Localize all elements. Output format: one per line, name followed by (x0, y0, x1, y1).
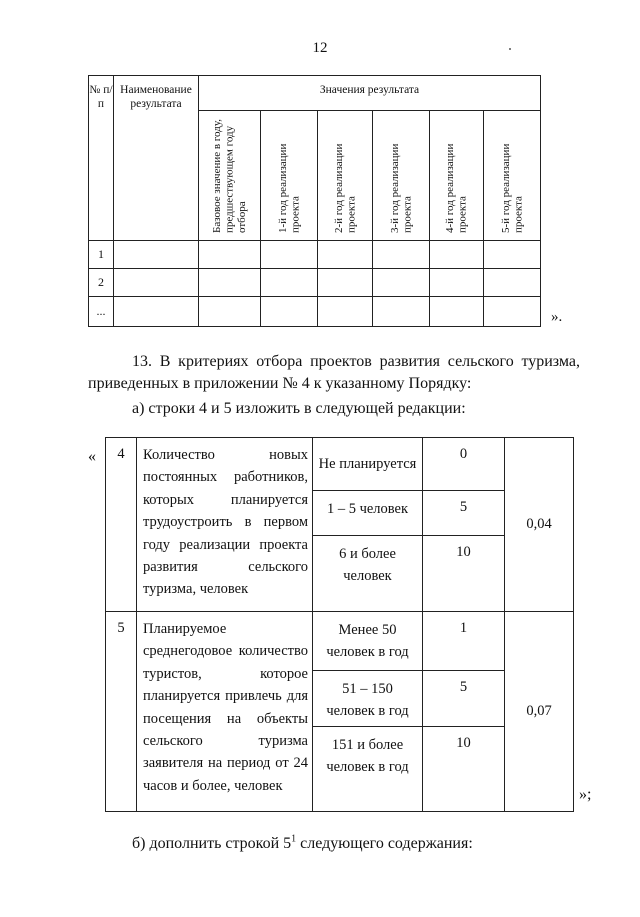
criteria-condition: 1 – 5 человек (313, 491, 423, 536)
value-col-header: 5-й год реализации проекта (484, 111, 541, 241)
scan-speck (509, 48, 511, 50)
table-row (89, 241, 541, 269)
criteria-condition: 51 – 150 человек в год (313, 671, 423, 727)
criteria-row (106, 438, 574, 491)
table2-open-quote: « (88, 448, 96, 465)
criteria-score: 1 (423, 612, 505, 671)
paragraph-13: 13. В критериях отбора проектов развития сельского туризма, приведенных в приложении № 4 к указанному Порядку: (88, 353, 580, 392)
value-col-header: 1-й год реализации проекта (261, 111, 318, 241)
criteria-row (106, 612, 574, 671)
criteria-name: Количество новых постоянных работников, которых планируется трудоустроить в первом году реализации проекта развития сельского туризма, человек (137, 438, 313, 612)
table2-close-quote: »; (579, 786, 592, 803)
col-name-header: Наименование результата (114, 76, 199, 241)
results-table (88, 75, 541, 327)
page-number: 12 (312, 40, 328, 56)
table-row (89, 297, 541, 327)
item-a: а) строки 4 и 5 изложить в следующей редакции: (132, 400, 466, 417)
criteria-condition: Не планируется (313, 438, 423, 491)
value-col-header: Базовое значение в году, предшествующем году отбора (199, 111, 261, 241)
value-col-header: 2-й год реализации проекта (318, 111, 373, 241)
row-number: ... (89, 297, 114, 327)
criteria-number: 5 (106, 612, 137, 812)
criteria-number: 4 (106, 438, 137, 612)
col-no-header: № п/п (89, 76, 114, 241)
item-b: б) дополнить строкой $5^1$ следующего содержания: (132, 833, 473, 852)
criteria-score: 10 (423, 727, 505, 812)
row-number: 2 (89, 269, 114, 297)
criteria-score: 5 (423, 671, 505, 727)
criteria-score: 10 (423, 536, 505, 612)
superscript: 1 (291, 833, 297, 845)
value-col-header: 3-й год реализации проекта (373, 111, 430, 241)
table-row (89, 269, 541, 297)
criteria-weight: 0,07 (505, 612, 574, 812)
criteria-name: Планируемое среднегодовое количество туристов, которое планируется привлечь для посещения на объекты сельского туризма заявителя на период от 24 часов и более, человек (137, 612, 313, 812)
value-col-header: 4-й год реализации проекта (430, 111, 484, 241)
col-values-header: Значения результата (199, 76, 541, 111)
criteria-table (105, 437, 574, 812)
criteria-score: 5 (423, 491, 505, 536)
criteria-condition: Менее 50 человек в год (313, 612, 423, 671)
criteria-weight: 0,04 (505, 438, 574, 612)
criteria-condition: 151 и более человек в год (313, 727, 423, 812)
table1-closing-quote: ». (551, 309, 563, 325)
row-number: 1 (89, 241, 114, 269)
criteria-condition: 6 и более человек (313, 536, 423, 612)
criteria-score: 0 (423, 438, 505, 491)
